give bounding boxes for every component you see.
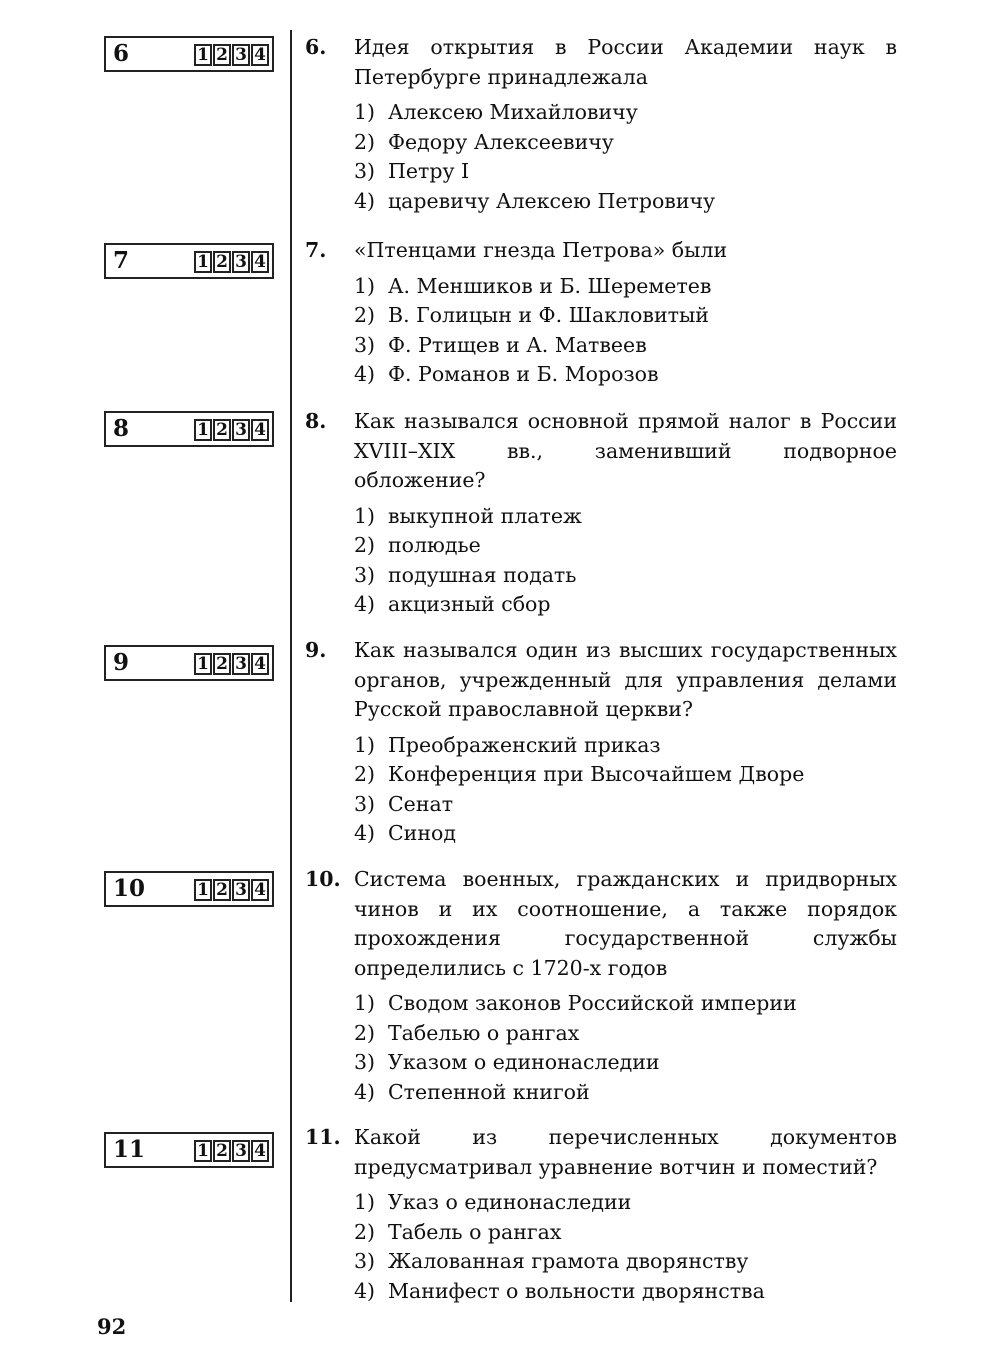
question-9 bbox=[305, 636, 897, 849]
option: 4) Ф. Романов и Б. Морозов bbox=[354, 362, 659, 386]
option: 2) Конференция при Высочайшем Дворе bbox=[354, 762, 805, 786]
answer-cell-4[interactable]: 4 bbox=[251, 44, 269, 66]
answer-box-9[interactable] bbox=[104, 645, 274, 681]
answer-box-8[interactable] bbox=[104, 411, 274, 447]
answer-cell-4[interactable]: 4 bbox=[251, 879, 269, 901]
answer-box-number: 6 bbox=[113, 40, 130, 67]
option: 2) Федору Алексеевичу bbox=[354, 129, 614, 154]
question-number: 10. bbox=[305, 867, 341, 891]
answer-box-number: 10 bbox=[113, 875, 146, 902]
options-list bbox=[354, 731, 897, 849]
answer-box-number: 7 bbox=[113, 247, 130, 274]
option: 3) подушная подать bbox=[354, 562, 577, 587]
answer-cell-3[interactable]: 3 bbox=[232, 419, 250, 441]
answer-cell-3[interactable]: 3 bbox=[232, 653, 250, 675]
answer-cell-1[interactable]: 1 bbox=[194, 44, 212, 66]
answer-cell-1[interactable]: 1 bbox=[194, 251, 212, 273]
answer-box-6[interactable] bbox=[104, 36, 274, 72]
answer-cell-1[interactable]: 1 bbox=[194, 1140, 212, 1162]
answer-cell-4[interactable]: 4 bbox=[251, 653, 269, 675]
question-number: 8. bbox=[305, 409, 327, 433]
option: 2) Табель о рангах bbox=[354, 1219, 562, 1244]
question-7 bbox=[305, 236, 897, 390]
question-text: Система военных, гражданских и придворных чинов и их соотношение, а также порядок прохождения государственной службы определились с 1720-х годов bbox=[354, 867, 897, 980]
question-number: 9. bbox=[305, 638, 327, 662]
column-divider bbox=[290, 30, 292, 1302]
answer-cell-3[interactable]: 3 bbox=[232, 1140, 250, 1162]
option: 4) Степенной книгой bbox=[354, 1079, 590, 1104]
option: 1) Алексею Михайловичу bbox=[354, 100, 638, 124]
option: 2) полюдье bbox=[354, 533, 481, 557]
question-text: Идея открытия в России Академии наук в Петербурге принадлежала bbox=[354, 35, 897, 89]
option: 3) Ф. Ртищев и А. Матвеев bbox=[354, 332, 647, 357]
answer-cell-1[interactable]: 1 bbox=[194, 653, 212, 675]
question-number: 7. bbox=[305, 238, 327, 262]
answer-box-11[interactable] bbox=[104, 1132, 274, 1168]
answer-box-number: 11 bbox=[113, 1136, 146, 1163]
option: 1) Указ о единонаследии bbox=[354, 1190, 632, 1214]
answer-cell-2[interactable]: 2 bbox=[213, 419, 231, 441]
answer-cell-2[interactable]: 2 bbox=[213, 879, 231, 901]
question-11 bbox=[305, 1123, 897, 1306]
answer-box-number: 8 bbox=[113, 415, 130, 442]
option: 1) выкупной платеж bbox=[354, 503, 582, 528]
question-10 bbox=[305, 865, 897, 1107]
answer-cell-3[interactable]: 3 bbox=[232, 251, 250, 273]
option: 3) Сенат bbox=[354, 791, 454, 816]
option: 1) Преображенский приказ bbox=[354, 732, 661, 757]
question-text: Как назывался один из высших государственных органов, учрежденный для управления делами Русской православной церкви? bbox=[354, 638, 897, 721]
answer-cell-2[interactable]: 2 bbox=[213, 44, 231, 66]
page-number: 92 bbox=[97, 1314, 127, 1339]
question-number: 11. bbox=[305, 1125, 341, 1149]
answer-box-number: 9 bbox=[113, 649, 130, 676]
option: 3) Петру I bbox=[354, 159, 470, 183]
answer-cell-4[interactable]: 4 bbox=[251, 419, 269, 441]
answer-cell-2[interactable]: 2 bbox=[213, 653, 231, 675]
options-list bbox=[354, 989, 897, 1107]
answer-cell-2[interactable]: 2 bbox=[213, 1140, 231, 1162]
answer-cell-1[interactable]: 1 bbox=[194, 419, 212, 441]
option: 3) Жалованная грамота дворянству bbox=[354, 1249, 749, 1273]
options-list bbox=[354, 98, 897, 216]
options-list bbox=[354, 272, 897, 390]
option: 2) Табелью о рангах bbox=[354, 1020, 580, 1045]
answer-cell-4[interactable]: 4 bbox=[251, 251, 269, 273]
question-number: 6. bbox=[305, 35, 327, 59]
question-text: Как назывался основной прямой налог в России XVIII–XIX вв., заменивший подворное обложение? bbox=[354, 409, 897, 492]
option: 1) А. Меншиков и Б. Шереметев bbox=[354, 273, 712, 298]
option: 4) царевичу Алексею Петровичу bbox=[354, 188, 716, 213]
question-8 bbox=[305, 407, 897, 620]
answer-cell-3[interactable]: 3 bbox=[232, 44, 250, 66]
option: 2) В. Голицын и Ф. Шакловитый bbox=[354, 303, 709, 327]
option: 4) Синод bbox=[354, 821, 456, 845]
question-6 bbox=[305, 33, 897, 216]
option: 3) Указом о единонаследии bbox=[354, 1050, 660, 1074]
option: 1) Сводом законов Российской империи bbox=[354, 991, 797, 1015]
options-list bbox=[354, 502, 897, 620]
answer-cell-4[interactable]: 4 bbox=[251, 1140, 269, 1162]
question-text: «Птенцами гнезда Петрова» были bbox=[354, 238, 728, 262]
answer-box-7[interactable] bbox=[104, 243, 274, 279]
answer-box-10[interactable] bbox=[104, 871, 274, 907]
option: 4) Манифест о вольности дворянства bbox=[354, 1278, 765, 1303]
answer-cell-2[interactable]: 2 bbox=[213, 251, 231, 273]
option: 4) акцизный сбор bbox=[354, 592, 551, 616]
question-text: Какой из перечисленных документов предусматривал уравнение вотчин и поместий? bbox=[354, 1125, 897, 1179]
answer-cell-1[interactable]: 1 bbox=[194, 879, 212, 901]
options-list bbox=[354, 1188, 897, 1306]
answer-cell-3[interactable]: 3 bbox=[232, 879, 250, 901]
